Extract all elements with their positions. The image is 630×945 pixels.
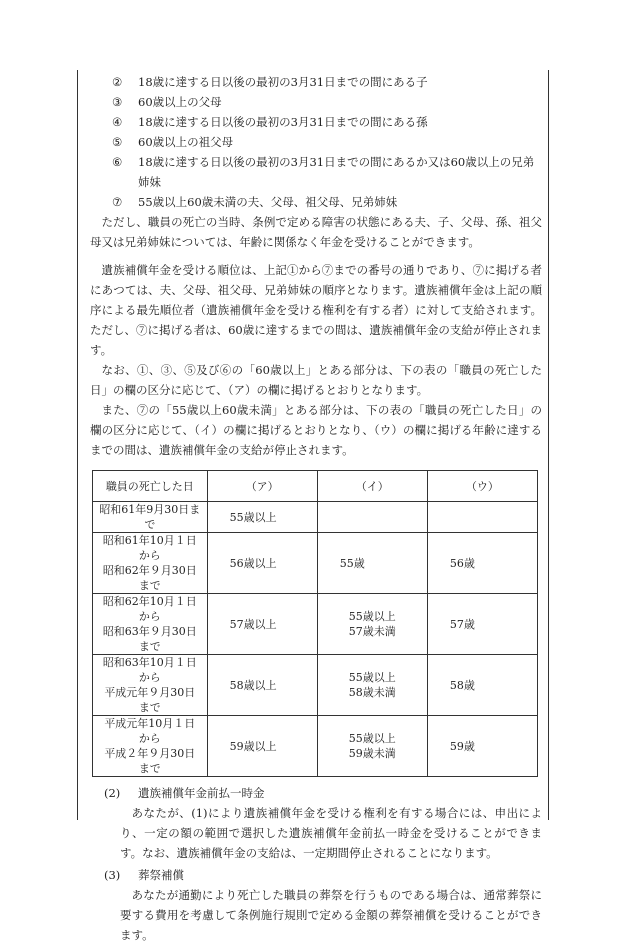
date-cell <box>93 533 208 594</box>
date-cell <box>93 716 208 777</box>
section-title: 葬祭補償 <box>138 868 184 882</box>
col-a-cell: 59歳以上 <box>207 716 317 777</box>
section-3-body: あなたが通勤により死亡した職員の葬祭を行うものである場合は、通常葬祭に要する費用を考慮して条例施行規則で定める金額の葬祭補償を受けることができます。 <box>120 888 542 942</box>
col-u-cell: 57歳 <box>427 594 537 655</box>
list-item-6 <box>90 152 542 192</box>
item-number: ⑤ <box>112 135 123 149</box>
table-row <box>93 533 538 594</box>
date-to: 昭和63年９月30日まで <box>102 625 197 653</box>
col-a-cell: 58歳以上 <box>207 655 317 716</box>
col-i-cell <box>317 655 427 716</box>
date-cell <box>93 594 208 655</box>
section-2-body: あなたが、(1)により遺族補償年金を受ける権利を有する場合には、申出により、一定の額の範囲で選択した遺族補償年金前払一時金を受けることができます。なお、遺族補償年金の支給は、一定期間停止されることになります。 <box>120 806 542 860</box>
section-number: (3) <box>104 868 121 882</box>
table-header: （イ） <box>317 471 427 502</box>
col-a-cell: 57歳以上 <box>207 594 317 655</box>
item-text: 55歳以上60歳未満の夫、父母、祖父母、兄弟姉妹 <box>138 195 398 209</box>
col-u-cell <box>427 502 537 533</box>
list-item-7 <box>90 192 542 212</box>
age-min: 55歳以上 <box>348 610 396 623</box>
item-number: ③ <box>112 95 123 109</box>
date-cell <box>93 502 208 533</box>
age-min: 55歳以上 <box>348 732 396 745</box>
item-number: ⑦ <box>112 195 123 209</box>
age-table <box>92 470 538 777</box>
col-i-cell <box>317 594 427 655</box>
col-i-cell <box>317 502 427 533</box>
age-max: 59歳未満 <box>348 747 396 760</box>
paragraph-note-2: また、⑦の「55歳以上60歳未満」とある部分は、下の表の「職員の死亡した日」の欄の区分に応じて、（イ）の欄に掲げるとおりとなり、（ウ）の欄に掲げる年齢に達するまでの間は、遺族補償年金の支給が停止されます。 <box>90 403 542 457</box>
col-u-cell: 59歳 <box>427 716 537 777</box>
date-from: 昭和63年10月１日から <box>102 656 197 684</box>
section-2-heading <box>90 783 542 803</box>
item-number: ④ <box>112 115 123 129</box>
section-number: (2) <box>104 786 121 800</box>
list-item-2 <box>90 72 542 92</box>
col-u-cell: 58歳 <box>427 655 537 716</box>
table-header: （ア） <box>207 471 317 502</box>
item-text: 60歳以上の祖父母 <box>138 135 234 149</box>
table-row <box>93 716 538 777</box>
col-u-cell: 56歳 <box>427 533 537 594</box>
item-text: 18歳に達する日以後の最初の3月31日までの間にある孫 <box>138 115 428 129</box>
table-row <box>93 594 538 655</box>
age-max: 58歳未満 <box>348 686 396 699</box>
list-item-4 <box>90 112 542 132</box>
item-text: 18歳に達する日以後の最初の3月31日までの間にある子 <box>138 75 428 89</box>
date-to: 昭和62年９月30日まで <box>102 564 197 592</box>
list-item-5 <box>90 132 542 152</box>
section-3-heading <box>90 865 542 885</box>
date-from: 平成元年10月１日から <box>104 717 196 745</box>
frame-left-border <box>77 70 78 820</box>
item-text-continuation: 姉妹 <box>138 175 161 189</box>
item-text: 18歳に達する日以後の最初の3月31日までの間にあるか又は60歳以上の兄弟 <box>138 155 535 169</box>
date-from: 昭和62年10月１日から <box>102 595 197 623</box>
item-number: ② <box>112 75 123 89</box>
frame-right-border <box>548 70 549 820</box>
item-text: 60歳以上の父母 <box>138 95 222 109</box>
date-cell <box>93 655 208 716</box>
date-from: 昭和61年9月30日まで <box>99 503 201 531</box>
col-a-cell: 56歳以上 <box>207 533 317 594</box>
section-title: 遺族補償年金前払一時金 <box>138 786 265 800</box>
date-from: 昭和61年10月１日から <box>102 534 197 562</box>
table-header: （ウ） <box>427 471 537 502</box>
table-row <box>93 655 538 716</box>
list-item-3 <box>90 92 542 112</box>
col-a-cell: 55歳以上 <box>207 502 317 533</box>
table-header: 職員の死亡した日 <box>93 471 208 502</box>
paragraph-note-1: なお、①、③、⑤及び⑥の「60歳以上」とある部分は、下の表の「職員の死亡した日」の欄の区分に応じて、（ア）の欄に掲げるとおりとなります。 <box>90 363 542 397</box>
date-to: 平成元年９月30日まで <box>104 686 196 714</box>
table-row <box>93 502 538 533</box>
col-i-cell: 55歳 <box>317 533 427 594</box>
age-min: 55歳以上 <box>348 671 396 684</box>
document-body <box>90 72 542 945</box>
col-i-cell <box>317 716 427 777</box>
item-number: ⑥ <box>112 155 123 169</box>
paragraph-order: 遺族補償年金を受ける順位は、上記①から⑦までの番号の通りであり、⑦に掲げる者にあつては、夫、父母、祖父母、兄弟姉妹の順序となります。遺族補償年金は上記の順序による最先順位者（遺族補償年金を受ける権利を有する者）に対して支給されます。ただし、⑦に掲げる者は、60歳に達するまでの間は、遺族補償年金の支給が停止されます。 <box>90 263 542 357</box>
paragraph-disability: ただし、職員の死亡の当時、条例で定める障害の状態にある夫、子、父母、孫、祖父母又は兄弟姉妹については、年齢に関係なく年金を受けることができます。 <box>90 215 542 249</box>
age-max: 57歳未満 <box>348 625 396 638</box>
date-to: 平成２年９月30日まで <box>104 747 196 775</box>
